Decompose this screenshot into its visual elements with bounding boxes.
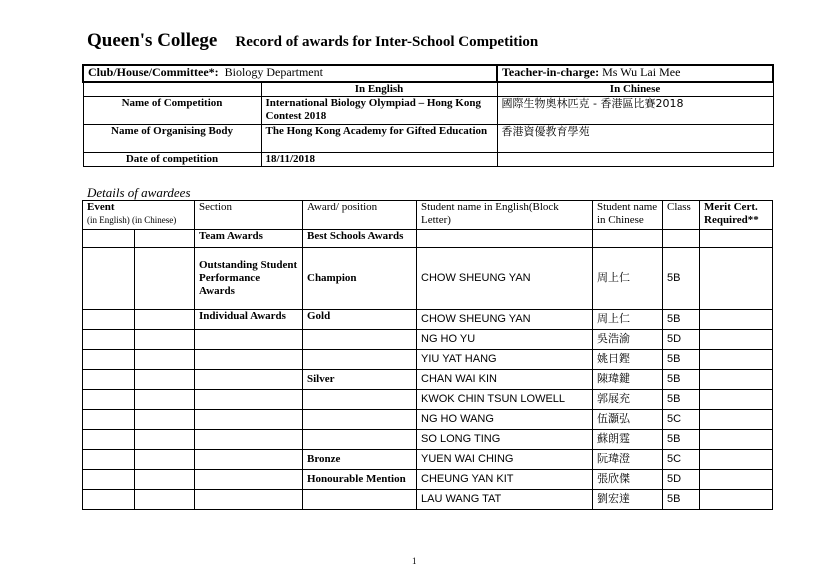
merit-cell [700,370,773,390]
event-zh-cell [135,350,195,370]
organiser-label: Name of Organising Body [83,125,261,153]
document-title [87,30,538,52]
date-value: 18/11/2018 [261,153,497,167]
col-english: In English [261,82,497,97]
event-zh-cell [135,410,195,430]
section-cell: Team Awards [195,230,303,248]
school-name: Queen's College [87,30,218,51]
merit-cell [700,230,773,248]
event-en-cell [83,450,135,470]
award-cell: Gold [303,310,417,330]
event-zh-cell [135,470,195,490]
merit-cell [700,350,773,370]
name-zh-cell: 陳瑋鍵 [593,370,663,390]
competition-name-zh: 國際生物奧林匹克 - 香港區比賽2018 [497,97,773,125]
award-cell [303,390,417,410]
class-cell: 5B [663,310,700,330]
class-cell: 5D [663,330,700,350]
award-cell: Best Schools Awards [303,230,417,248]
class-cell: 5C [663,410,700,430]
header-student-en: Student name in English(Block Letter) [417,201,593,230]
event-en-cell [83,310,135,330]
section-cell [195,410,303,430]
section-cell [195,490,303,510]
award-cell [303,350,417,370]
header-merit: Merit Cert. Required** [700,201,773,230]
event-en-cell [83,370,135,390]
section-cell [195,330,303,350]
section-cell: Individual Awards [195,310,303,330]
class-cell: 5B [663,350,700,370]
event-zh-cell [135,450,195,470]
event-en-cell [83,230,135,248]
section-cell [195,350,303,370]
name-zh-cell [593,230,663,248]
awardees-table [82,200,773,510]
award-cell: Honourable Mention [303,470,417,490]
name-en-cell: YUEN WAI CHING [417,450,593,470]
name-en-cell: CHOW SHEUNG YAN [417,248,593,310]
class-cell: 5B [663,390,700,410]
event-zh-cell [135,330,195,350]
event-en-cell [83,330,135,350]
section-cell [195,450,303,470]
header-student-zh: Student name in Chinese [593,201,663,230]
merit-cell [700,490,773,510]
merit-cell [700,310,773,330]
name-en-cell: CHOW SHEUNG YAN [417,310,593,330]
date-label: Date of competition [83,153,261,167]
section-cell [195,470,303,490]
event-en-cell [83,470,135,490]
section-cell: Outstanding Student Performance Awards [195,248,303,310]
merit-cell [700,470,773,490]
header-class: Class [663,201,700,230]
organiser-zh: 香港資優教育學苑 [497,125,773,153]
class-cell: 5B [663,248,700,310]
club-label: Club/House/Committee*: [88,65,219,79]
name-en-cell: SO LONG TING [417,430,593,450]
class-cell: 5C [663,450,700,470]
award-cell: Champion [303,248,417,310]
name-en-cell: NG HO WANG [417,410,593,430]
club-cell [83,65,497,82]
page-number: 1 [412,556,417,566]
details-title: Details of awardees [87,185,191,200]
event-zh-cell [135,230,195,248]
name-en-cell [417,230,593,248]
merit-cell [700,410,773,430]
merit-cell [700,390,773,410]
section-cell [195,370,303,390]
award-cell: Bronze [303,450,417,470]
section-cell [195,390,303,410]
name-zh-cell: 劉宏達 [593,490,663,510]
award-cell [303,490,417,510]
award-cell [303,430,417,450]
empty-header-cell [83,82,261,97]
event-en-cell [83,248,135,310]
name-zh-cell: 周上仁 [593,310,663,330]
name-zh-cell: 郭展充 [593,390,663,410]
name-zh-cell: 吳浩渝 [593,330,663,350]
class-cell: 5B [663,430,700,450]
section-cell [195,430,303,450]
name-zh-cell: 阮瑋澄 [593,450,663,470]
competition-info-table [82,64,774,167]
merit-cell [700,450,773,470]
event-zh-cell [135,248,195,310]
merit-cell [700,330,773,350]
teacher-value: Ms Wu Lai Mee [602,65,681,79]
teacher-cell [497,65,773,82]
class-cell: 5B [663,370,700,390]
name-en-cell: YIU YAT HANG [417,350,593,370]
event-en-cell [83,410,135,430]
name-en-cell: LAU WANG TAT [417,490,593,510]
class-cell: 5D [663,470,700,490]
header-award: Award/ position [303,201,417,230]
class-cell: 5B [663,490,700,510]
name-en-cell: KWOK CHIN TSUN LOWELL [417,390,593,410]
event-en-cell [83,430,135,450]
event-zh-cell [135,310,195,330]
header-section: Section [195,201,303,230]
teacher-label: Teacher-in-charge: [502,65,600,79]
event-sub-label: (in English) (in Chinese) [87,215,177,225]
event-label: Event [87,201,115,213]
header-event [83,201,195,230]
record-title: Record of awards for Inter-School Competition [235,34,539,50]
event-en-cell [83,350,135,370]
event-zh-cell [135,370,195,390]
name-zh-cell: 張欣傑 [593,470,663,490]
event-zh-cell [135,490,195,510]
date-zh [497,153,773,167]
name-zh-cell: 伍灝弘 [593,410,663,430]
event-en-cell [83,490,135,510]
organiser-en: The Hong Kong Academy for Gifted Education [261,125,497,153]
event-zh-cell [135,430,195,450]
name-zh-cell: 姚日鏗 [593,350,663,370]
name-en-cell: CHEUNG YAN KIT [417,470,593,490]
name-en-cell: CHAN WAI KIN [417,370,593,390]
merit-cell [700,430,773,450]
award-cell: Silver [303,370,417,390]
event-zh-cell [135,390,195,410]
name-zh-cell: 蘇朗霆 [593,430,663,450]
award-cell [303,330,417,350]
event-en-cell [83,390,135,410]
competition-name-en: International Biology Olympiad – Hong Kong Contest 2018 [261,97,497,125]
competition-name-label: Name of Competition [83,97,261,125]
merit-cell [700,248,773,310]
name-zh-cell: 周上仁 [593,248,663,310]
award-cell [303,410,417,430]
col-chinese: In Chinese [497,82,773,97]
club-value: Biology Department [224,65,323,79]
class-cell [663,230,700,248]
name-en-cell: NG HO YU [417,330,593,350]
